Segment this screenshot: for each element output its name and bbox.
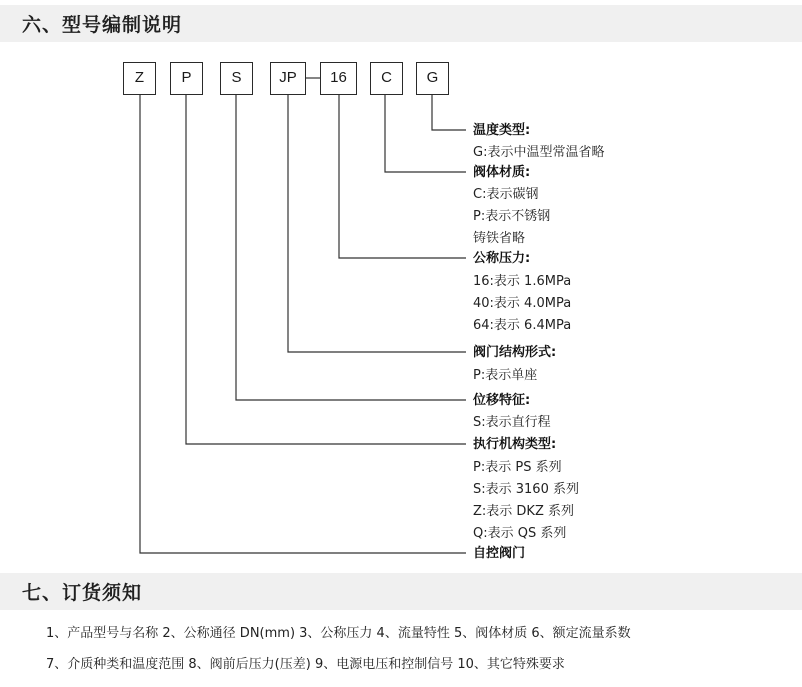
annotation-line: P:表示 PS 系列 — [473, 460, 562, 475]
line-z — [140, 95, 466, 553]
section-title-model-code: 六、型号编制说明 — [22, 14, 183, 36]
code-box-s: S — [220, 62, 253, 95]
code-box-c: C — [370, 62, 403, 95]
code-box-z: Z — [123, 62, 156, 95]
annotation-line: P:表示单座 — [473, 368, 538, 383]
annotation-heading-temp-type: 温度类型: — [473, 123, 531, 138]
annotation-line: S:表示直行程 — [473, 415, 551, 430]
annotation-line: 16:表示 1.6MPa — [473, 274, 572, 289]
line-jp — [288, 95, 466, 352]
ordering-notes-line-1: 1、产品型号与名称 2、公称通径 DN(mm) 3、公称压力 4、流量特性 5、阀体材质 6、额定流量系数 — [46, 626, 631, 641]
section-title-ordering: 七、订货须知 — [22, 582, 143, 604]
annotation-heading-body-material: 阀体材质: — [473, 165, 531, 180]
line-s — [236, 95, 466, 400]
annotation-line: P:表示不锈钢 — [473, 209, 551, 224]
line-16 — [339, 95, 466, 258]
annotation-heading-self-control: 自控阀门 — [473, 546, 526, 561]
code-box-jp: JP — [270, 62, 306, 95]
annotation-line: 铸铁省略 — [473, 231, 526, 246]
annotation-line: C:表示碳钢 — [473, 187, 539, 202]
section-header-ordering — [0, 573, 802, 610]
annotation-line: 64:表示 6.4MPa — [473, 318, 572, 333]
ordering-notes-line-2: 7、介质种类和温度范围 8、阀前后压力(压差) 9、电源电压和控制信号 10、其它特殊要求 — [46, 657, 565, 672]
annotation-heading-displacement: 位移特征: — [473, 393, 531, 408]
code-box-g: G — [416, 62, 449, 95]
code-box-16: 16 — [320, 62, 357, 95]
line-g — [432, 95, 466, 130]
annotation-heading-actuator-type: 执行机构类型: — [473, 437, 557, 452]
line-c — [385, 95, 466, 172]
annotation-line: Z:表示 DKZ 系列 — [473, 504, 574, 519]
annotation-heading-valve-structure: 阀门结构形式: — [473, 345, 557, 360]
annotation-line: S:表示 3160 系列 — [473, 482, 579, 497]
code-box-p: P — [170, 62, 203, 95]
annotation-line: Q:表示 QS 系列 — [473, 526, 567, 541]
line-p — [186, 95, 466, 444]
annotation-heading-nominal-pressure: 公称压力: — [473, 251, 531, 266]
annotation-line: 40:表示 4.0MPa — [473, 296, 572, 311]
annotation-line: G:表示中温型常温省略 — [473, 145, 605, 160]
